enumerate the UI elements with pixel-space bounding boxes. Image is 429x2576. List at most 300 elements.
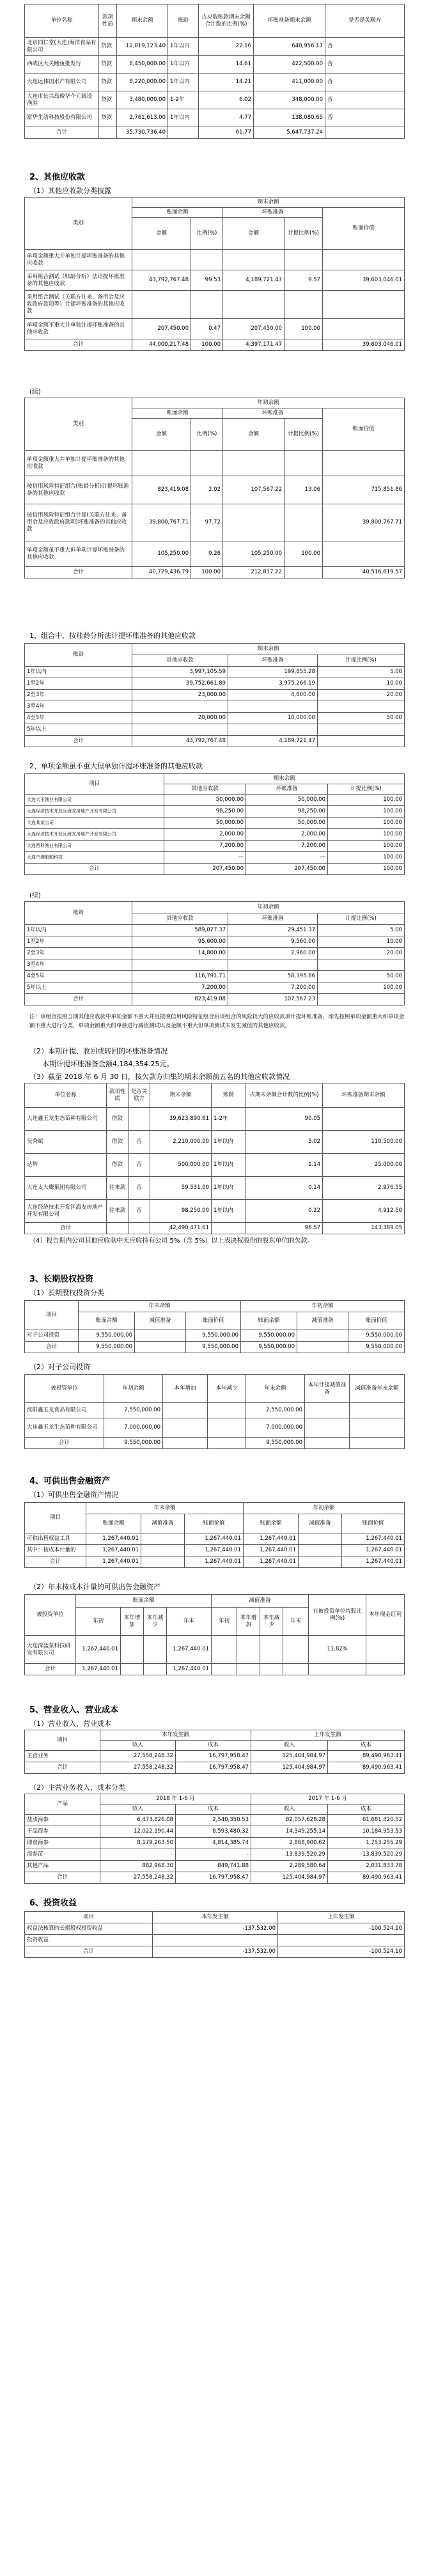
table-cell bbox=[366, 1636, 405, 1664]
header-cell: 期末余额 bbox=[150, 1083, 212, 1108]
table-cell: 否 bbox=[325, 74, 405, 91]
table-cell: 0.47 bbox=[191, 319, 223, 339]
table-cell bbox=[191, 250, 223, 270]
table-cell: 2,550,000.00 bbox=[104, 1403, 163, 1418]
table-cell: 89,490,963.41 bbox=[328, 1762, 405, 1774]
table-cell bbox=[366, 1664, 405, 1675]
table-cell: 207,450.00 bbox=[246, 864, 328, 875]
table-cell: 1.14 bbox=[246, 1154, 323, 1177]
table-cell: 8,220,000.00 bbox=[117, 74, 168, 91]
table-cell: 0.26 bbox=[191, 541, 223, 567]
table-row bbox=[25, 1108, 405, 1131]
table-cell: 14,349,255.14 bbox=[251, 1826, 328, 1838]
table-row bbox=[25, 451, 405, 476]
table-cell: 合计 bbox=[25, 1762, 100, 1774]
table-cell: 100.00 bbox=[285, 319, 323, 339]
table-cell: 主营业务 bbox=[25, 1751, 100, 1762]
table-cell bbox=[168, 127, 199, 139]
header-cell: 坏账准备 bbox=[228, 655, 318, 667]
table-row bbox=[25, 1418, 405, 1438]
table-cell: 82,057,628.28 bbox=[251, 1815, 328, 1826]
table-cell bbox=[305, 1403, 350, 1418]
table-cell: 采用组合测试（账龄分析）法计提坏账准备的其他应收款 bbox=[25, 270, 132, 291]
table-cell: 4,600.00 bbox=[228, 690, 318, 701]
header-cell: 占期末余额合计数的比例(%) bbox=[246, 1083, 323, 1108]
afs-cost-table bbox=[24, 1594, 405, 1675]
table-total-row bbox=[25, 567, 405, 578]
table-cell bbox=[318, 959, 405, 971]
table-row bbox=[25, 795, 405, 806]
header-cell: 账龄 bbox=[168, 4, 199, 38]
table-cell: 9.57 bbox=[285, 270, 323, 291]
table-cell: 715,851.86 bbox=[323, 476, 405, 504]
table-cell: 单项金额不重大并单独计提坏账准备的其他应收款 bbox=[25, 319, 132, 339]
table-cell: 合计 bbox=[25, 1664, 76, 1675]
table-cell: 1至2年 bbox=[25, 678, 132, 690]
note-paragraph: 注：该组合按照当期其他应收款中单项金额不重大并且按照信用风险特征组合后该组合的风险较大的应收款项计提坏账准备，即先按照单项金额重大和单项金额不重大进行分类，单项金额重大的单独进行减值测试以及金额不重大但单项测试未发生减值的其他应收款。 bbox=[29, 1014, 405, 1029]
header-cell: 账面价值 bbox=[342, 1514, 405, 1533]
table-cell: 50,000.00 bbox=[164, 818, 246, 829]
investment-income-table bbox=[24, 1911, 405, 1958]
table-cell: 95,600.00 bbox=[132, 936, 228, 948]
table-cell: 2,289,580.64 bbox=[251, 1861, 328, 1872]
header-cell: 金额 bbox=[132, 218, 191, 250]
table-header-row bbox=[25, 198, 405, 208]
table-row bbox=[25, 982, 405, 994]
table-cell: 3至4年 bbox=[25, 959, 132, 971]
table-header-row bbox=[25, 1730, 405, 1741]
table-cell bbox=[297, 1342, 348, 1353]
header-cell: 类别 bbox=[25, 398, 132, 451]
header-cell: 减值准备年末余额 bbox=[350, 1375, 405, 1403]
header-cell: 项目 bbox=[25, 774, 164, 795]
table-cell: 9,550,000.00 bbox=[348, 1342, 405, 1353]
table-cell bbox=[135, 1342, 186, 1353]
table-cell: 1,267,440.01 bbox=[86, 1533, 141, 1545]
header-cell: 金额 bbox=[223, 218, 285, 250]
table-cell: 大连鑫玉龙生态苗种有限公司 bbox=[25, 1108, 107, 1131]
table-cell: 9,550,000.00 bbox=[104, 1438, 163, 1449]
table-cell: 富华生洁科技股份有限公司 bbox=[25, 109, 99, 127]
header-cell: 比例(%) bbox=[191, 419, 223, 451]
header-cell: 年末 bbox=[167, 1608, 212, 1636]
table-cell: 1-2年 bbox=[168, 91, 199, 109]
table-cell bbox=[318, 701, 405, 713]
table-cell: 20.00 bbox=[318, 948, 405, 959]
header-cell: 账面价值 bbox=[186, 1312, 241, 1330]
table-cell bbox=[208, 1418, 246, 1438]
table-cell: 合计 bbox=[25, 567, 132, 578]
header-cell: 减值准备 bbox=[135, 1312, 186, 1330]
table-cell: 4,912.50 bbox=[323, 1200, 405, 1223]
table-cell: 13,839,520.29 bbox=[328, 1849, 405, 1861]
header-cell: 账面余额 bbox=[79, 1312, 135, 1330]
table-row bbox=[25, 1826, 405, 1838]
header-cell: 账龄 bbox=[25, 902, 132, 925]
table-row bbox=[25, 250, 405, 270]
table-cell: 大连市长兴岛俊华个元阔设渔港 bbox=[25, 91, 99, 109]
table-cell: 大连经济技术开发区海友房地产开发有限公司 bbox=[25, 806, 164, 818]
table-cell: 大连经济技术开发区海友房地产开发有限公司 bbox=[25, 1200, 107, 1223]
header-cell: 上年发生额 bbox=[251, 1730, 405, 1741]
table-cell: 1年以内 bbox=[168, 56, 199, 74]
table-cell: 9,550,000.00 bbox=[79, 1342, 135, 1353]
subsection-title: （3）截至 2018 年 6 月 30 日，按欠款方归集的期末余额前五名的其他应收款情况 bbox=[29, 1073, 290, 1081]
table-cell: 7,200.00 bbox=[164, 841, 246, 852]
table-cell bbox=[141, 1556, 185, 1568]
header-cell: 项目 bbox=[25, 1301, 79, 1330]
table-row bbox=[25, 678, 405, 690]
table-cell bbox=[283, 1636, 309, 1664]
table-cell: 0.14 bbox=[246, 1177, 323, 1200]
table-cell: 采用组合测试（关联方往来、备用金及应收政府款项等）计提坏账准备的其他应收款 bbox=[25, 291, 132, 319]
header-cell: 本年增加 bbox=[237, 1608, 260, 1636]
table-cell bbox=[228, 959, 318, 971]
table-cell bbox=[285, 567, 323, 578]
table-cell: 50,000.00 bbox=[246, 818, 328, 829]
table-cell: 5.00 bbox=[318, 667, 405, 678]
header-cell: 被投资单位 bbox=[25, 1595, 76, 1636]
table-cell: 43,792,767.48 bbox=[132, 270, 191, 291]
table-row bbox=[25, 841, 405, 852]
table-cell: 合计 bbox=[25, 1946, 153, 1958]
table-cell: 大连西科渔业有限公司 bbox=[25, 841, 164, 852]
table-cell: 1年以内 bbox=[25, 667, 132, 678]
subsection-title: （1）营业收入、营业成本 bbox=[29, 1719, 111, 1728]
table-cell: 1年以内 bbox=[168, 38, 199, 56]
revenue-cost-table bbox=[24, 1730, 405, 1774]
table-cell: 2,960.00 bbox=[228, 948, 318, 959]
section-title: 5、营业收入、营业成本 bbox=[29, 1705, 119, 1715]
table-cell: 100.00 bbox=[328, 852, 405, 864]
table-cell: 5.00 bbox=[318, 925, 405, 936]
table-cell: 1,267,440.01 bbox=[167, 1664, 212, 1675]
table-cell: 合计 bbox=[25, 1556, 86, 1568]
table-cell: 单项金额虽不重大但单项计提坏账准备的其他应收款 bbox=[25, 541, 132, 567]
table-cell: 107,567.22 bbox=[223, 476, 285, 504]
table-cell: 其中：按成本计量的 bbox=[25, 1545, 86, 1556]
table-cell: 1,267,440.01 bbox=[244, 1545, 299, 1556]
table-cell: 9,550,000.00 bbox=[186, 1342, 241, 1353]
table-cell: 1年以内 bbox=[25, 925, 132, 936]
header-cell: 本年减少 bbox=[260, 1608, 283, 1636]
table-cell: 往来款 bbox=[107, 1177, 129, 1200]
table-header-row bbox=[25, 1312, 405, 1330]
table-cell bbox=[212, 1664, 237, 1675]
table-cell bbox=[285, 339, 323, 351]
table-cell: 39,603,046.01 bbox=[323, 339, 405, 351]
table-row bbox=[25, 1177, 405, 1200]
header-cell: 计提比例(%) bbox=[318, 913, 405, 925]
table-cell: 42,490,471.61 bbox=[150, 1223, 212, 1234]
table-cell bbox=[141, 1533, 185, 1545]
table-header-row bbox=[25, 1912, 405, 1923]
table-cell bbox=[318, 736, 405, 747]
subsection-title: （1）其他应收款分类披露 bbox=[29, 187, 111, 195]
table-cell: 3,480,000.00 bbox=[117, 91, 168, 109]
table-cell bbox=[153, 1935, 278, 1946]
table-cell: 2,976.55 bbox=[323, 1177, 405, 1200]
header-cell: 计提比例(%) bbox=[328, 784, 405, 795]
table-cell: 882,968.30 bbox=[100, 1861, 176, 1872]
header-cell: 单位名称 bbox=[25, 1083, 107, 1108]
header-cell: 年末 bbox=[283, 1608, 309, 1636]
header-cell: 减值准备 bbox=[299, 1514, 342, 1533]
table-cell: 9,550,000.00 bbox=[79, 1330, 135, 1342]
table-total-row bbox=[25, 1223, 405, 1234]
table-row bbox=[25, 1545, 405, 1556]
table-cell: 单项金额重大并单独计提坏账准备的其他应收款 bbox=[25, 451, 132, 476]
table-cell: 58,395.86 bbox=[228, 971, 318, 982]
table-cell: 2,031,833.78 bbox=[328, 1861, 405, 1872]
header-cell: 坏账准备 bbox=[223, 408, 323, 419]
table-cell: 4,397,171.47 bbox=[223, 339, 285, 351]
table-cell: 否 bbox=[129, 1200, 150, 1223]
table-row bbox=[25, 56, 405, 74]
header-cell: 计提比例(%) bbox=[318, 655, 405, 667]
table-cell: 5年以上 bbox=[25, 982, 132, 994]
header-cell: 年初 bbox=[76, 1608, 121, 1636]
table-cell bbox=[132, 701, 228, 713]
table-cell: 7,200.00 bbox=[246, 841, 328, 852]
table-row bbox=[25, 1861, 405, 1872]
table-row bbox=[25, 829, 405, 841]
table-row bbox=[25, 1923, 405, 1935]
table-row bbox=[25, 270, 405, 291]
table-header-row bbox=[25, 1503, 405, 1514]
table-header-row bbox=[25, 1794, 405, 1804]
header-cell: 其他应收款 bbox=[132, 655, 228, 667]
table-cell: 贷款 bbox=[99, 74, 117, 91]
table-cell: 借款 bbox=[107, 1108, 129, 1131]
table-total-row bbox=[25, 736, 405, 747]
table-cell: 大连某某公司 bbox=[25, 818, 164, 829]
header-cell: 减值准备 bbox=[297, 1312, 348, 1330]
table-cell: 否 bbox=[129, 1154, 150, 1177]
table-cell bbox=[191, 451, 223, 476]
table-cell: 沈阳鑫玉龙食品有限公司 bbox=[25, 1403, 104, 1418]
table-cell: 北京同仁堂(大连)海洋食品有限公司 bbox=[25, 38, 99, 56]
afs-assets-table bbox=[24, 1502, 405, 1568]
table-cell: 合计 bbox=[25, 864, 164, 875]
table-cell: 100.00 bbox=[328, 841, 405, 852]
table-cell: 1,267,440.01 bbox=[86, 1556, 141, 1568]
table-cell: 29,451.37 bbox=[228, 925, 318, 936]
header-cell: 账面价值 bbox=[323, 408, 405, 451]
subsection-title: （1）可供出售金融资产情况 bbox=[29, 1491, 118, 1499]
table-cell: 1,267,440.01 bbox=[244, 1533, 299, 1545]
table-cell: - bbox=[176, 1849, 251, 1861]
table-cell: 98,250.00 bbox=[164, 806, 246, 818]
table-cell: 大连深蓝泵科技研发有限公司 bbox=[25, 1636, 76, 1664]
table-cell bbox=[163, 1403, 208, 1418]
table-cell bbox=[163, 1418, 208, 1438]
table-cell: -100,524.10 bbox=[278, 1923, 405, 1935]
table-cell: 125,404,984.97 bbox=[251, 1751, 328, 1762]
header-cell: 单位名称 bbox=[25, 4, 99, 38]
table-cell: 4,189,721.47 bbox=[228, 736, 318, 747]
table-cell: 1年以内 bbox=[212, 1177, 246, 1200]
table-cell: 143,389.05 bbox=[323, 1223, 405, 1234]
table-cell bbox=[323, 541, 405, 567]
table-cell: 849,741.88 bbox=[176, 1861, 251, 1872]
table-cell: 39,800,767.71 bbox=[323, 504, 405, 541]
table-cell: 否 bbox=[129, 1131, 150, 1154]
header-cell: 年初余额 bbox=[241, 1301, 405, 1312]
table-cell: 348,000.00 bbox=[254, 91, 325, 109]
header-cell: 账面余额 bbox=[132, 408, 223, 419]
table-cell bbox=[323, 1108, 405, 1131]
table-cell: 50,000.00 bbox=[246, 795, 328, 806]
header-cell: 年初 bbox=[212, 1608, 237, 1636]
table-cell bbox=[228, 701, 318, 713]
table-cell: 8,179,263.50 bbox=[100, 1838, 176, 1849]
table-cell: 4至5年 bbox=[25, 713, 132, 724]
table-cell: 往来款 bbox=[107, 1200, 129, 1223]
table-cell bbox=[129, 1223, 150, 1234]
table-cell: 125,404,984.97 bbox=[251, 1762, 328, 1774]
table-cell bbox=[285, 504, 323, 541]
table-row bbox=[25, 1636, 405, 1664]
table-cell: 合计 bbox=[25, 1438, 104, 1449]
header-cell: 年初余额 bbox=[244, 1503, 405, 1514]
header-cell: 本年发生额 bbox=[153, 1912, 278, 1923]
header-cell: 成本 bbox=[176, 1741, 251, 1751]
table-cell: 823,419.08 bbox=[132, 476, 191, 504]
table-cell: 43,792,767.48 bbox=[132, 736, 228, 747]
table-cell: 大连中港船舶科技 bbox=[25, 852, 164, 864]
table-row bbox=[25, 1838, 405, 1849]
table-total-row bbox=[25, 1438, 405, 1449]
section-title: 4、可供出售金融资产 bbox=[29, 1477, 111, 1486]
table-cell: 达辉 bbox=[25, 1154, 107, 1177]
table-row bbox=[25, 1849, 405, 1861]
table-cell: 2至3年 bbox=[25, 690, 132, 701]
table-cell bbox=[305, 1418, 350, 1438]
table-cell: 9,550,000.00 bbox=[241, 1330, 297, 1342]
table-cell: 1,267,440.01 bbox=[342, 1545, 405, 1556]
table-cell: 16,797,958.47 bbox=[176, 1762, 251, 1774]
header-cell: 是否是关联方 bbox=[325, 4, 405, 38]
table-header-row bbox=[25, 1375, 405, 1403]
table-cell: 199,855.28 bbox=[228, 667, 318, 678]
table-cell bbox=[318, 994, 405, 1005]
table-cell: 按信用风险特征组合计提(关联方往来、备用金及应收政府款项)坏账准备的其他应收款 bbox=[25, 504, 132, 541]
header-cell: 收入 bbox=[100, 1804, 176, 1815]
table-cell: 100.00 bbox=[328, 818, 405, 829]
table-cell: 50.00 bbox=[318, 971, 405, 982]
table-cell bbox=[278, 1935, 405, 1946]
table-cell bbox=[237, 1664, 260, 1675]
table-cell: 98,250.00 bbox=[150, 1200, 212, 1223]
header-cell: 在被投资单位持股比例(%) bbox=[309, 1595, 366, 1636]
table-cell: 5,647,737.24 bbox=[254, 127, 325, 139]
table-cell: 500,000.00 bbox=[150, 1154, 212, 1177]
table-row bbox=[25, 948, 405, 959]
table-cell bbox=[208, 1438, 246, 1449]
table-cell: 61,681,420.52 bbox=[328, 1815, 405, 1826]
table-cell: 借款 bbox=[107, 1154, 129, 1177]
table-cell: 27,558,248.32 bbox=[100, 1872, 176, 1884]
table-cell bbox=[129, 1108, 150, 1131]
table-header-row bbox=[25, 1595, 405, 1608]
subsection-title: （2）对子公司投资 bbox=[29, 1363, 90, 1371]
table-cell bbox=[144, 1636, 167, 1664]
table-cell: 2,761,613.00 bbox=[117, 109, 168, 127]
header-cell: 年初余额 bbox=[132, 902, 405, 913]
table-cell: 59,531.00 bbox=[150, 1177, 212, 1200]
table-cell: 61.77 bbox=[199, 127, 254, 139]
header-cell: 本年减少 bbox=[144, 1608, 167, 1636]
table-cell: 否 bbox=[325, 38, 405, 56]
table-row bbox=[25, 1131, 405, 1154]
header-cell: 年末余额 bbox=[246, 1375, 305, 1403]
table-cell: 125,404,984.97 bbox=[251, 1872, 328, 1884]
table-cell: 97.72 bbox=[191, 504, 223, 541]
table-cell: 7,200.00 bbox=[132, 982, 228, 994]
table-row bbox=[25, 1330, 405, 1342]
header-cell: 其他应收款 bbox=[164, 784, 246, 795]
header-cell: 项目 bbox=[25, 1730, 100, 1751]
table-cell: 1,267,440.01 bbox=[185, 1533, 244, 1545]
header-cell: 成本 bbox=[328, 1804, 405, 1815]
table-cell: 1,267,440.01 bbox=[86, 1545, 141, 1556]
table-cell: - bbox=[100, 1849, 176, 1861]
header-cell: 其他应收款 bbox=[132, 913, 228, 925]
header-cell: 本年计提减值准备 bbox=[305, 1375, 350, 1403]
subsection-title: （1）长期股权投资分类 bbox=[29, 1289, 104, 1297]
header-cell: 本年减少 bbox=[208, 1375, 246, 1403]
table-cell bbox=[132, 250, 191, 270]
table-cell bbox=[305, 1438, 350, 1449]
table-cell bbox=[299, 1533, 342, 1545]
table-cell: 2,000.00 bbox=[164, 829, 246, 841]
table-cell: 单项金额重大并单独计提坏账准备的其他应收款 bbox=[25, 250, 132, 270]
table-cell bbox=[223, 250, 285, 270]
table-cell: 合计 bbox=[25, 127, 99, 139]
table-cell: 100.00 bbox=[285, 541, 323, 567]
table-cell: 89,490,963.41 bbox=[328, 1872, 405, 1884]
table-cell bbox=[141, 1545, 185, 1556]
table-cell: 100.00 bbox=[318, 982, 405, 994]
table-row bbox=[25, 1751, 405, 1762]
table-cell: 39,752,661.89 bbox=[132, 678, 228, 690]
table-cell: 否 bbox=[325, 109, 405, 127]
table-cell bbox=[163, 1438, 208, 1449]
table-cell: 105,250.00 bbox=[132, 541, 191, 567]
table-cell bbox=[132, 724, 228, 736]
table-cell: 89,490,963.41 bbox=[328, 1751, 405, 1762]
table-row bbox=[25, 1815, 405, 1826]
table-cell: 27,558,248.32 bbox=[100, 1751, 176, 1762]
table-cell: 100.00 bbox=[328, 806, 405, 818]
table-header-row bbox=[25, 1083, 405, 1108]
table-cell: 2,550,000.00 bbox=[246, 1403, 305, 1418]
table-cell: 9,550,000.00 bbox=[246, 1438, 305, 1449]
table-cell: 116,791.71 bbox=[132, 971, 228, 982]
table-cell: 22.16 bbox=[199, 38, 254, 56]
table-cell: 4,814,385.74 bbox=[176, 1838, 251, 1849]
table-cell: 否 bbox=[325, 91, 405, 109]
table-cell: 1年以内 bbox=[212, 1200, 246, 1223]
table-cell bbox=[350, 1438, 405, 1449]
table-cell bbox=[132, 451, 191, 476]
table-cell bbox=[208, 1403, 246, 1418]
table-cell bbox=[350, 1418, 405, 1438]
header-cell: 计提比例(%) bbox=[285, 218, 323, 250]
table-cell: 1,267,440.01 bbox=[185, 1545, 244, 1556]
table-cell: 贷款 bbox=[99, 91, 117, 109]
